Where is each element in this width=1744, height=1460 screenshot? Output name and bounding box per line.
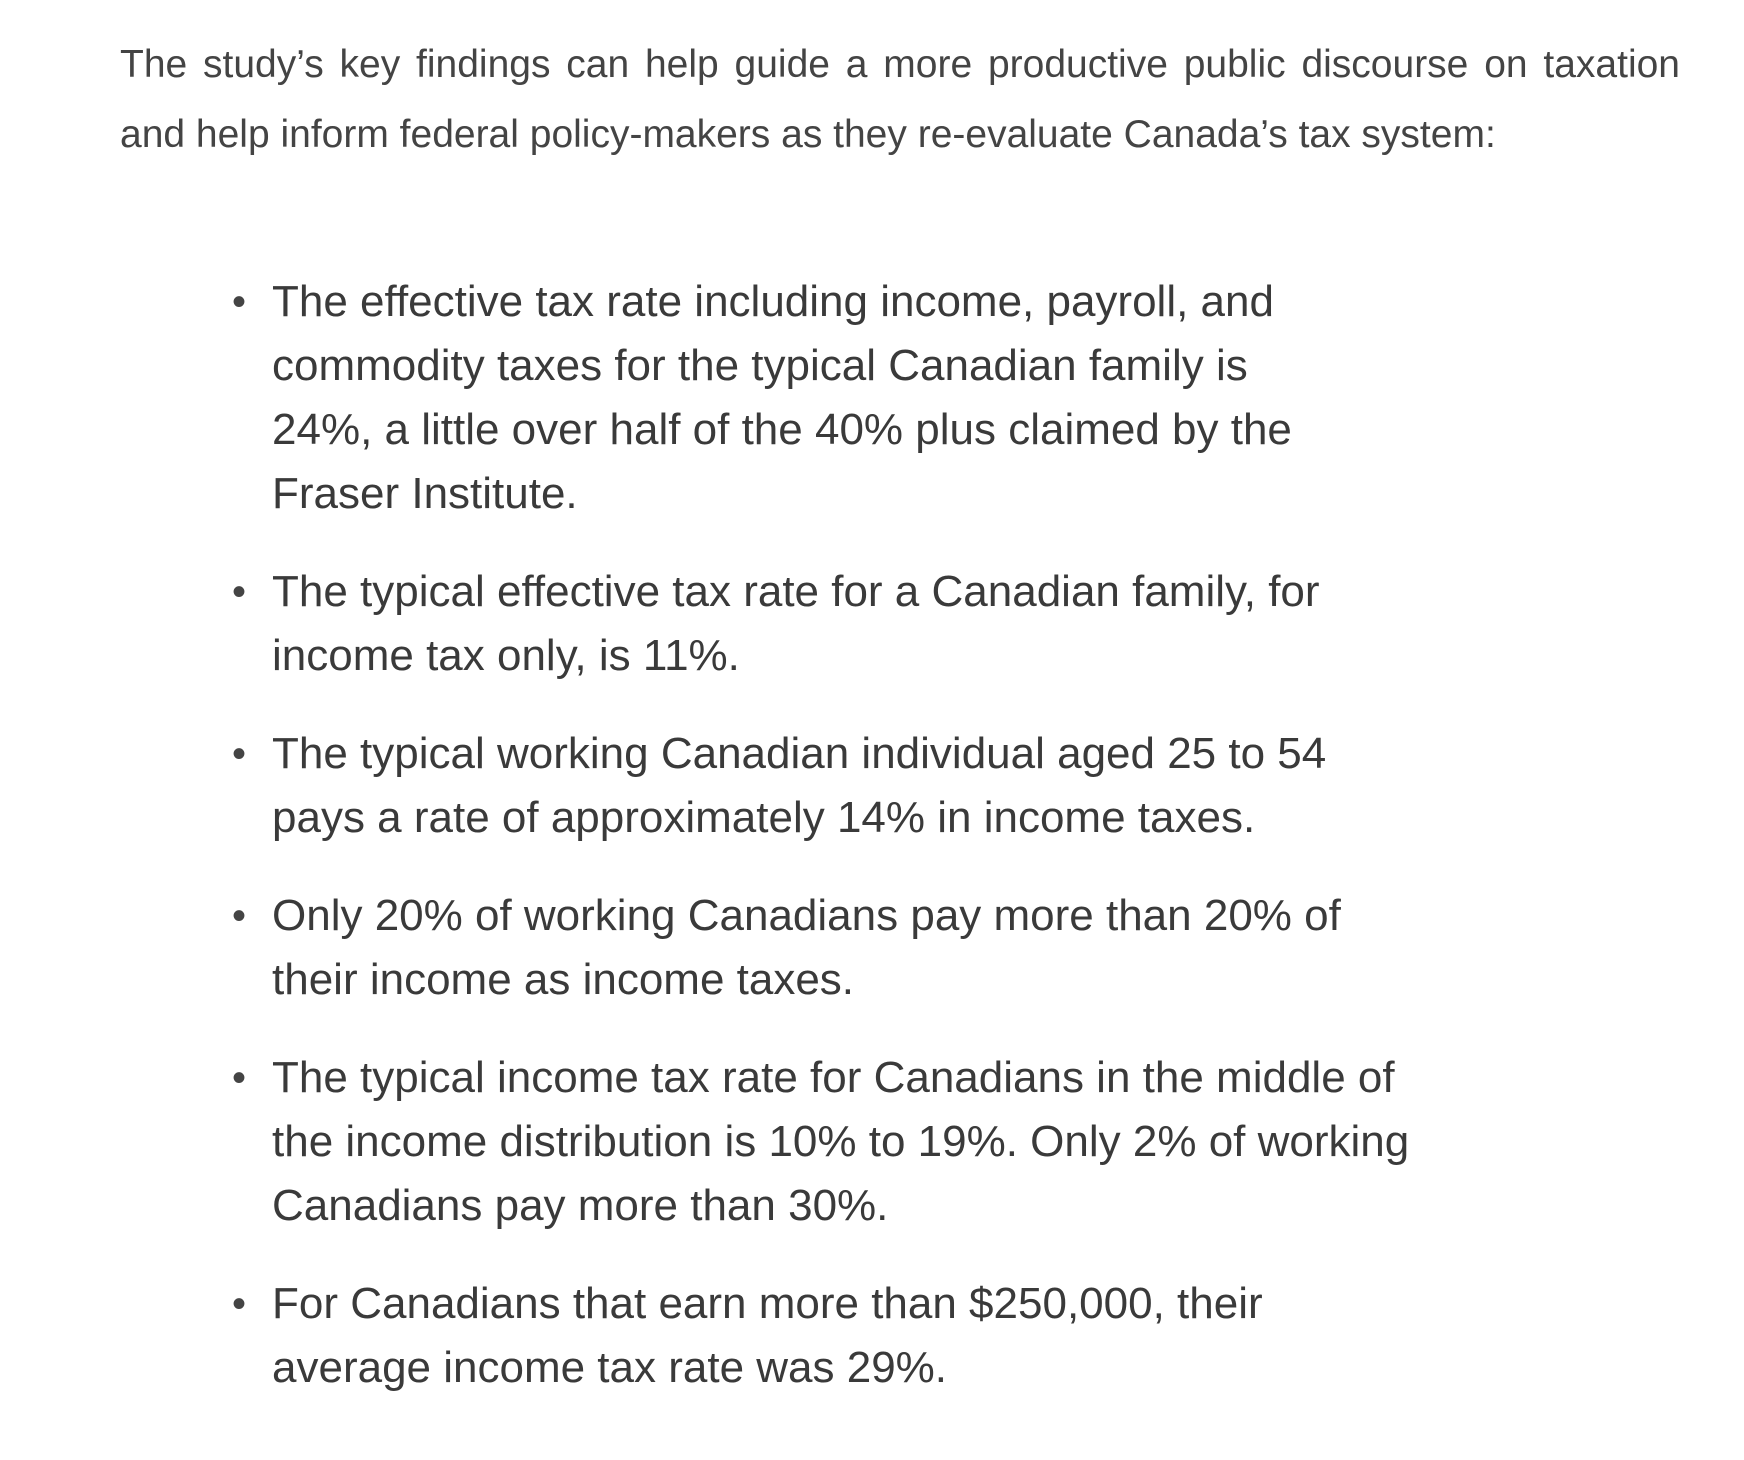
finding-text: The typical working Canadian individual aged 25 to 54 pays a rate of approximately 14% in income taxes.: [272, 729, 1327, 842]
bullet-icon: •: [232, 280, 247, 324]
finding-item: [120, 884, 1342, 1012]
key-findings-list: [120, 270, 1680, 1434]
finding-item: [120, 1272, 1342, 1400]
article-body: [120, 30, 1680, 1392]
finding-text: The typical income tax rate for Canadians in the middle of the income distribution is 10% to 19%. Only 2% of working Canadians pay more than 30%.: [272, 1053, 1410, 1230]
finding-item: [120, 1046, 1422, 1238]
bullet-icon: •: [232, 1282, 247, 1326]
bullet-icon: •: [232, 894, 247, 938]
finding-text: Only 20% of working Canadians pay more than 20% of their income as income taxes.: [272, 891, 1341, 1004]
bullet-icon: •: [232, 570, 247, 614]
bullet-icon: •: [232, 732, 247, 776]
bullet-icon: •: [232, 1056, 247, 1100]
finding-text: The typical effective tax rate for a Canadian family, for income tax only, is 11%.: [272, 567, 1320, 680]
intro-paragraph: The study’s key findings can help guide a more productive public discourse on taxation and help inform federal policy-makers as they re-evaluate Canada’s tax system:: [120, 43, 1680, 156]
finding-item: [120, 560, 1342, 688]
finding-text: The effective tax rate including income, payroll, and commodity taxes for the typical Canadian family is 24%, a little over half of the 40% plus claimed by the Fraser Institute.: [272, 277, 1292, 518]
finding-text: For Canadians that earn more than $250,000, their average income tax rate was 29%.: [272, 1279, 1263, 1392]
finding-item: [120, 270, 1342, 526]
finding-item: [120, 722, 1342, 850]
